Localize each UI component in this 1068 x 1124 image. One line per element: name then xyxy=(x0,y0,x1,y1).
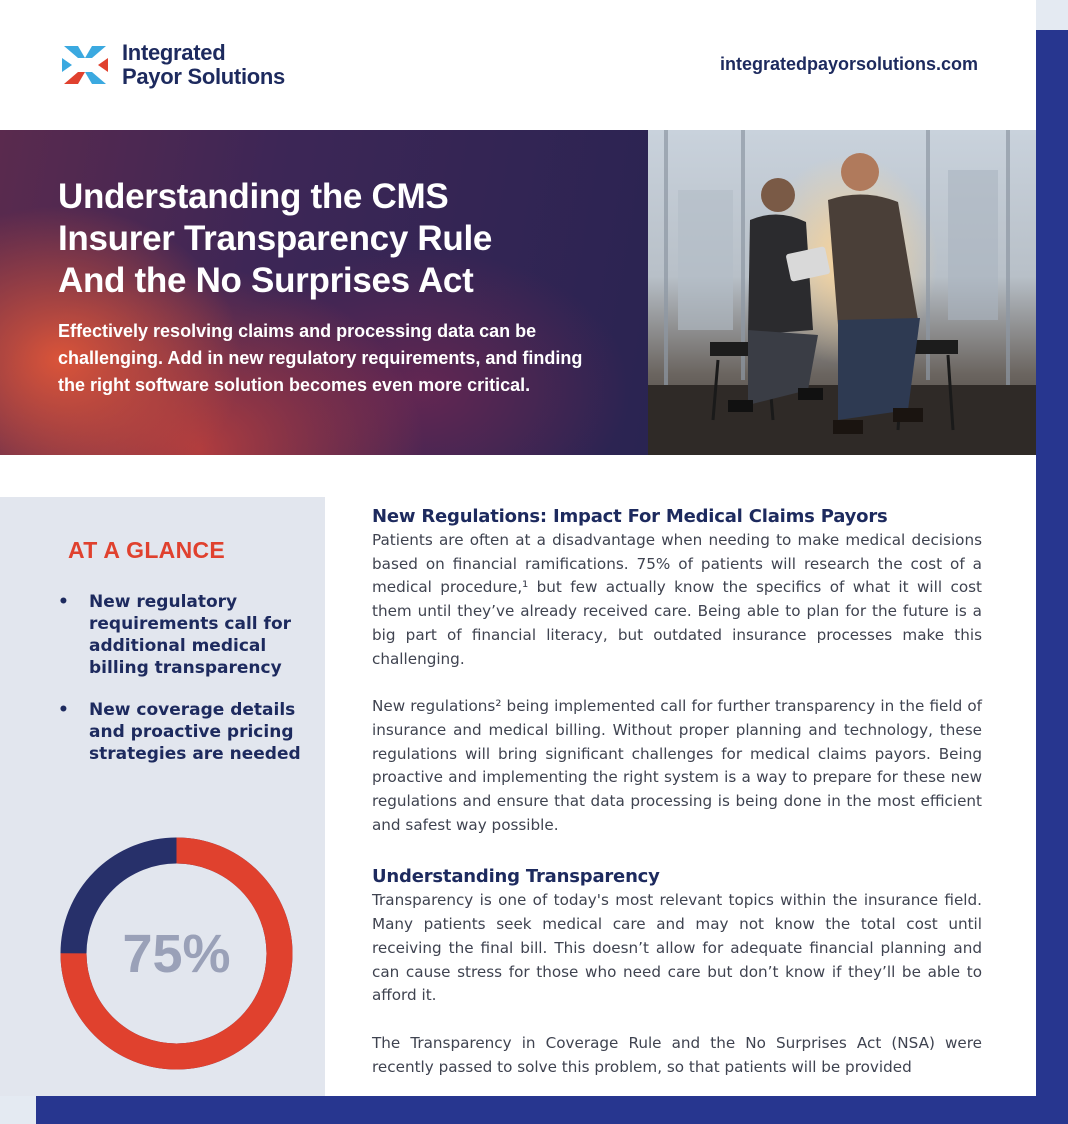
hero-gradient-panel xyxy=(0,130,648,455)
page-title-line1: Understanding the CMS xyxy=(58,177,449,216)
page-title xyxy=(58,176,638,302)
glance-bullet-list xyxy=(58,591,308,785)
main-content xyxy=(372,505,982,1079)
hero-banner xyxy=(0,130,1036,455)
page-title-line2: Insurer Transparency Rule xyxy=(58,219,493,258)
brand-name-line2: Payor Solutions xyxy=(122,64,285,89)
page-title-line3: And the No Surprises Act xyxy=(58,261,474,300)
logo-mark-icon xyxy=(58,38,112,92)
brand-name xyxy=(122,41,285,89)
website-link[interactable]: integratedpayorsolutions.com xyxy=(719,54,978,74)
at-a-glance-sidebar xyxy=(0,497,325,1096)
glance-bullet-1: • New regulatory requirements call for additional medical billing transparency xyxy=(58,591,308,679)
stat-percentage: 75% xyxy=(122,923,231,984)
frame-bottom-band xyxy=(36,1096,1068,1124)
frame-corner-bottom xyxy=(0,1096,36,1124)
section2-paragraph1: Transparency is one of today's most relevant topics within the insurance field. Many patients seek medical care and may not know the total cost until receiving the final bill. This doesn’t allow for adequate financial planning and can cause stress for those who need care but don’t know if they’ll be able to afford it. xyxy=(372,891,982,1005)
brand-name-line1: Integrated xyxy=(122,40,226,65)
section1-heading: New Regulations: Impact For Medical Claims Payors xyxy=(372,506,888,527)
meeting-photo-illustration xyxy=(648,130,1036,455)
section2-heading: Understanding Transparency xyxy=(372,866,660,888)
glance-title: AT A GLANCE xyxy=(68,537,226,563)
glance-bullet-2: • New coverage details and proactive pricing strategies are needed xyxy=(58,699,308,765)
frame-right-band xyxy=(1036,30,1068,1124)
hero-subtitle: Effectively resolving claims and processing data can be challenging. Add in new regulatory requirements, and finding the right software solution becomes even more critical. xyxy=(58,321,583,395)
brand-logo[interactable] xyxy=(58,38,285,92)
hero-photo xyxy=(648,130,1036,455)
section2-paragraph2: The Transparency in Coverage Rule and the No Surprises Act (NSA) were recently passed to solve this problem, so that patients will be provided xyxy=(372,1033,982,1076)
frame-corner-top xyxy=(1036,0,1068,30)
section1-paragraph2: New regulations² being implemented call for further transparency in the field of insurance and medical billing. Without proper planning and technology, these regulations will bring significant challenges for medical claims payors. Being proactive and implementing the right system is a way to prepare for these new regulations and ensure that data processing is being done in the most efficient and safest way possible. xyxy=(372,697,982,834)
section1-paragraph1: Patients are often at a disadvantage when needing to make medical decisions based on financial ramifications. 75% of patients will research the cost of a medical procedure,¹ but few actually know the specifics of what it will cost them until they’ve already received care. Being able to plan for the future is a big part of financial literacy, but outdated insurance processes make this challenging. xyxy=(372,531,982,668)
